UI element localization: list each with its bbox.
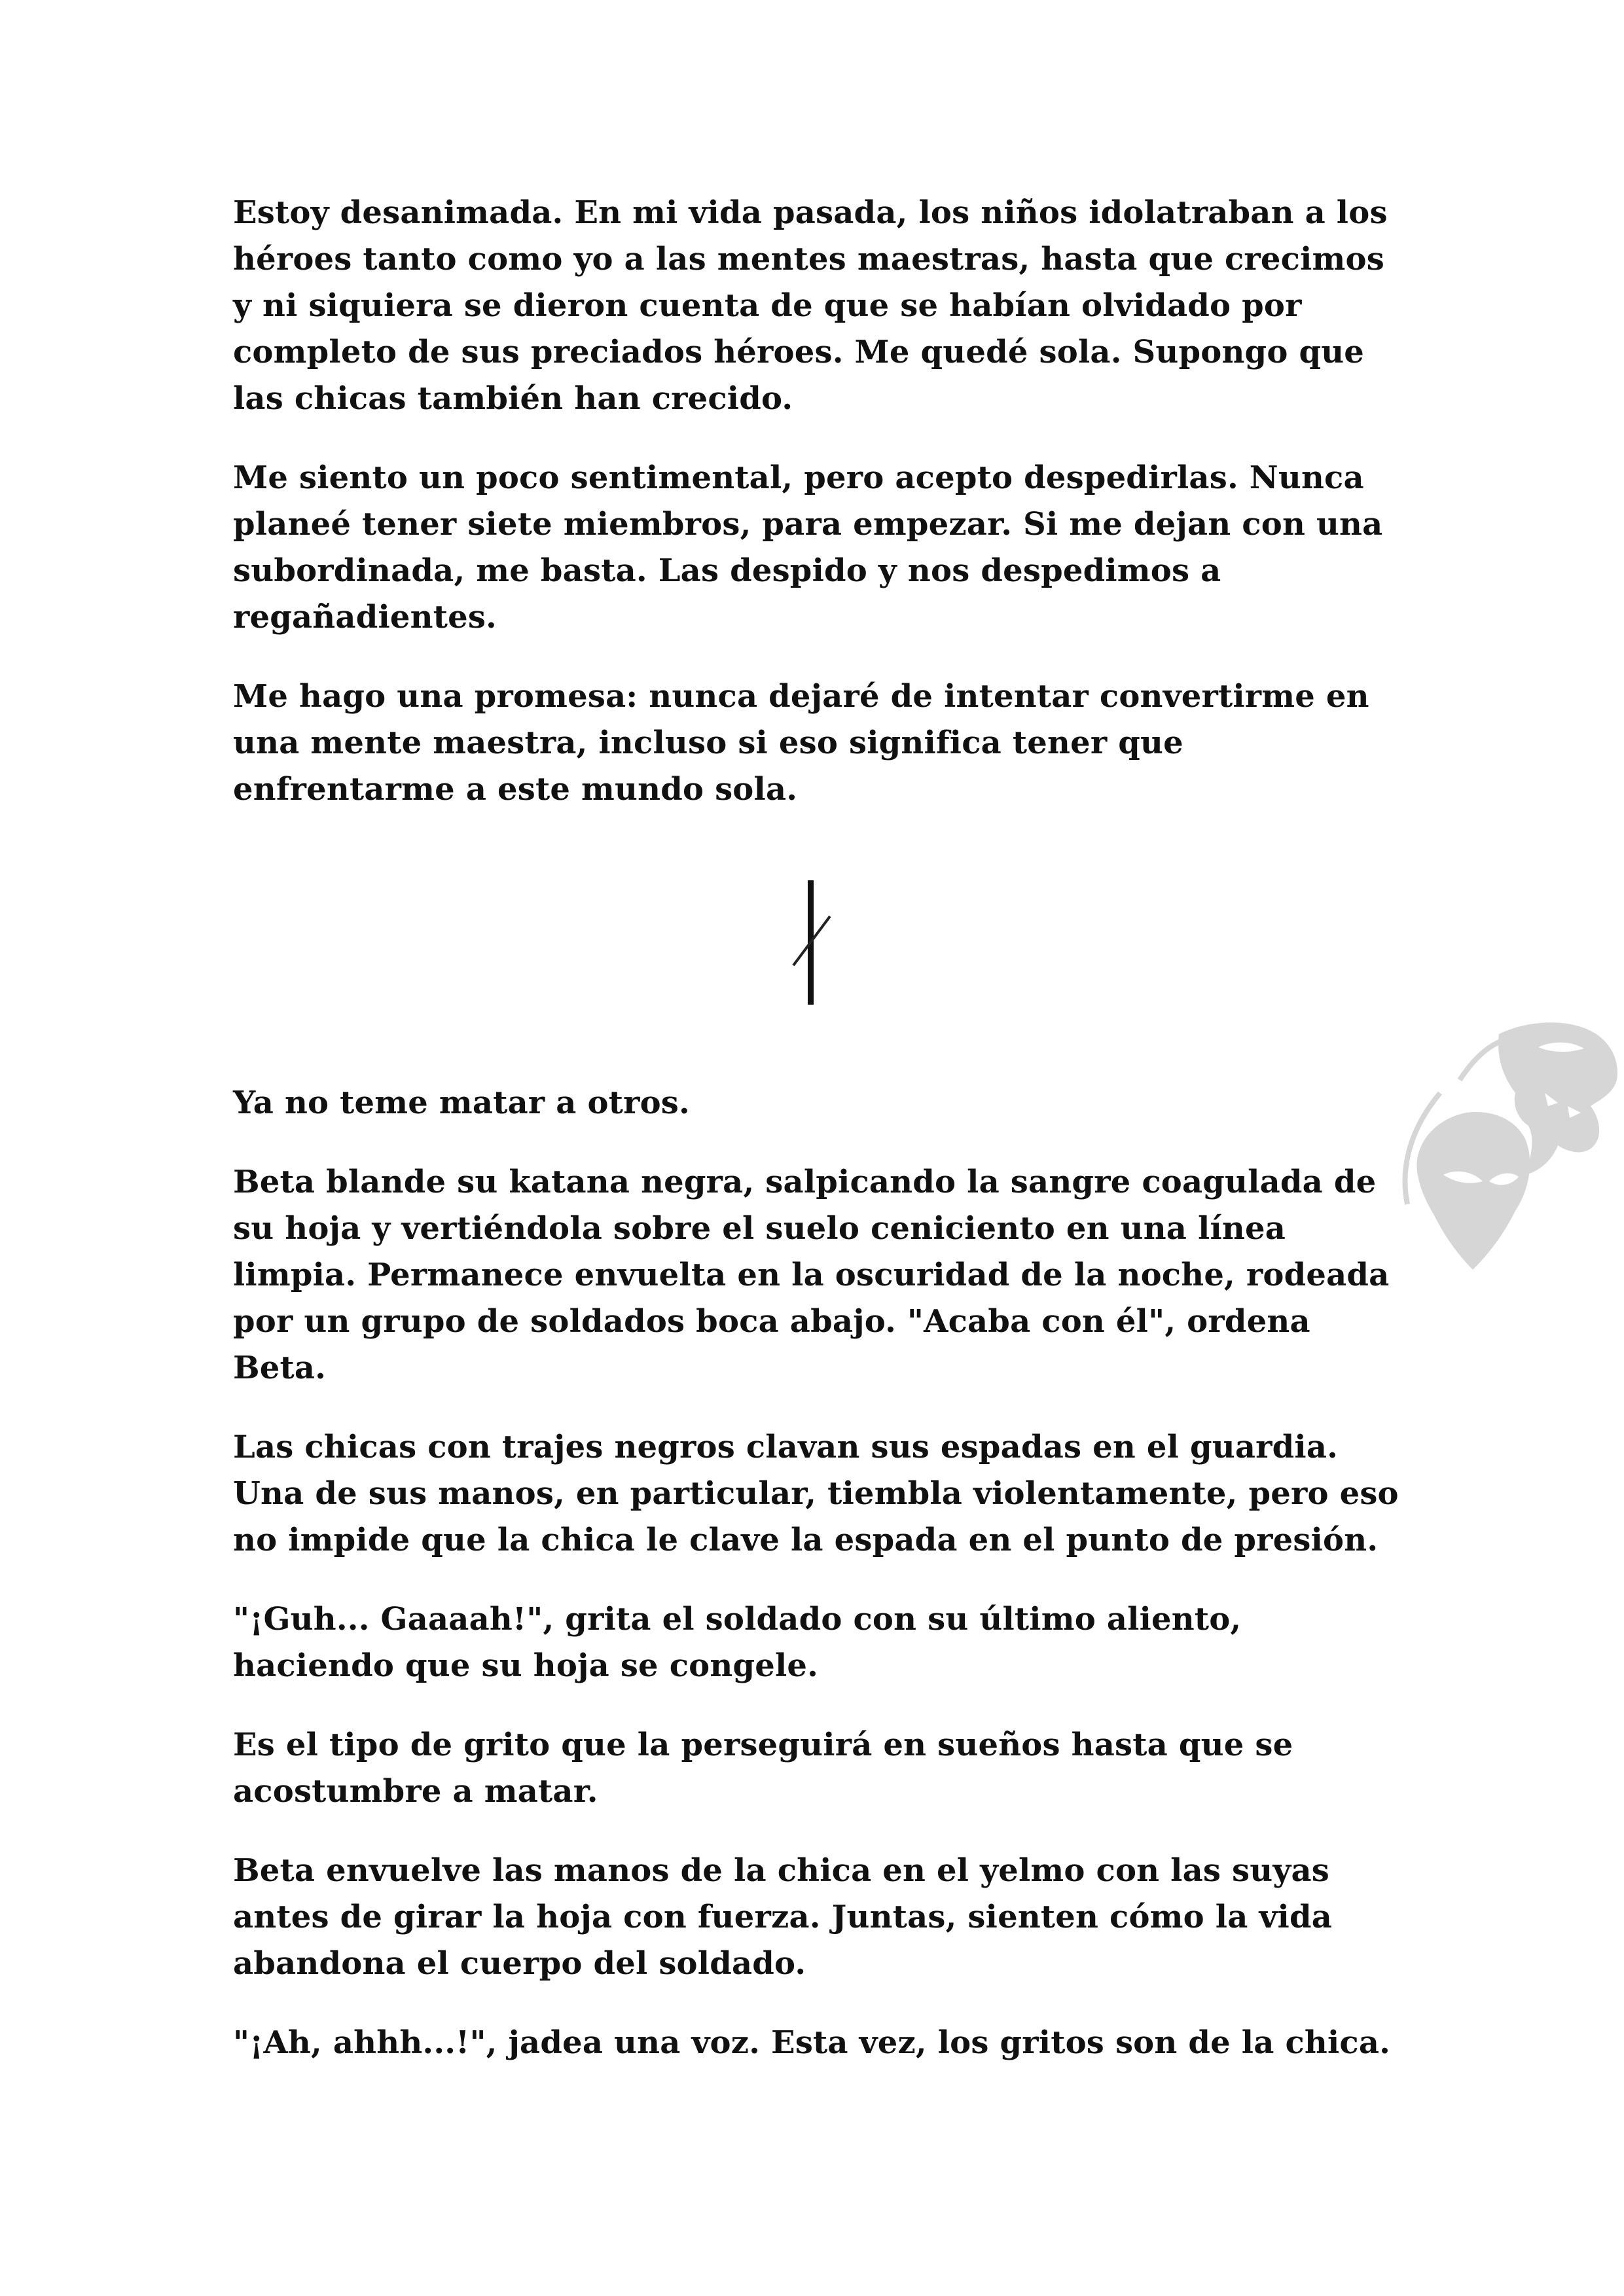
paragraph: Las chicas con trajes negros clavan sus espadas en el guardia. Una de sus manos, en particular, tiembla violentamente, pero eso no impide que la chica le clave la espada en el punto de presión. bbox=[233, 1429, 1399, 1558]
dinosaur-skull-watermark-icon bbox=[1394, 1008, 1624, 1283]
paragraph: "¡Guh... Gaaaah!", grita el soldado con su último aliento, haciendo que su hoja se congele. bbox=[233, 1601, 1242, 1684]
paragraph: Me hago una promesa: nunca dejaré de intentar convertirme en una mente maestra, incluso si eso significa tener que enfrentarme a este mundo sola. bbox=[233, 678, 1369, 808]
paragraph: Me siento un poco sentimental, pero acepto despedirlas. Nunca planeé tener siete miembros, para empezar. Si me dejan con una subordinada, me basta. Las despido y nos despedimos a regañadientes. bbox=[233, 459, 1383, 636]
paragraph: Es el tipo de grito que la perseguirá en sueños hasta que se acostumbre a matar. bbox=[233, 1727, 1293, 1810]
sword-separator-icon bbox=[779, 880, 844, 1005]
paragraph: Ya no teme matar a otros. bbox=[233, 1085, 690, 1121]
paragraph: "¡Ah, ahhh...!", jadea una voz. Esta vez, los gritos son de la chica. bbox=[233, 2024, 1391, 2061]
text-block-top bbox=[233, 190, 1411, 846]
paragraph: Beta envuelve las manos de la chica en el yelmo con las suyas antes de girar la hoja con fuerza. Juntas, sienten cómo la vida abandona el cuerpo del soldado. bbox=[233, 1852, 1333, 1982]
text-block-bottom bbox=[233, 1080, 1411, 2099]
paragraph: Estoy desanimada. En mi vida pasada, los niños idolatraban a los héroes tanto como yo a las mentes maestras, hasta que crecimos y ni siquiera se dieron cuenta de que se habían olvidado por completo de sus preciados héroes. Me quedé sola. Supongo que las chicas también han crecido. bbox=[233, 194, 1388, 417]
paragraph: Beta blande su katana negra, salpicando la sangre coagulada de su hoja y vertiéndola sobre el suelo ceniciento en una línea limpia. Permanece envuelta en la oscuridad de la noche, rodeada por un grupo de soldados boca abajo. "Acaba con él", ordena Beta. bbox=[233, 1164, 1390, 1386]
